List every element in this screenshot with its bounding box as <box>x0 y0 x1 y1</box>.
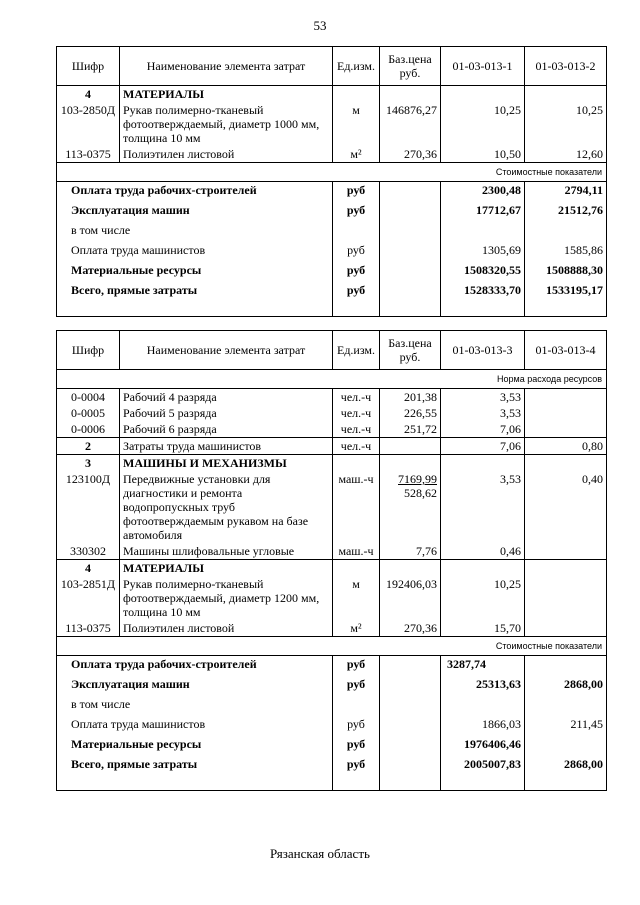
summary-name: Оплата труда машинистов <box>57 716 333 736</box>
summary-name: Оплата труда машинистов <box>57 242 333 262</box>
cell-unit: м <box>333 576 380 620</box>
cell-v2: 0,40 <box>525 471 607 543</box>
table-row <box>57 421 607 438</box>
cell-name: Рабочий 5 разряда <box>120 405 333 421</box>
summary-row <box>57 242 607 262</box>
table-row <box>57 405 607 421</box>
header-col1: 01-03-013-1 <box>441 47 525 86</box>
page-footer: Рязанская область <box>270 846 370 861</box>
price-value-secondary: 528,62 <box>404 486 437 500</box>
cell-unit: м <box>333 102 380 146</box>
cell-code: 0-0005 <box>57 405 120 421</box>
cell-unit: маш.-ч <box>333 471 380 543</box>
cell-name: Полиэтилен листовой <box>120 620 333 637</box>
summary-unit: руб <box>333 756 380 776</box>
cell-v1: 3,53 <box>441 471 525 543</box>
cell-v1: 3,53 <box>441 389 525 406</box>
cell-v1: 7,06 <box>441 421 525 438</box>
cell-price <box>380 471 441 543</box>
summary-unit: руб <box>333 736 380 756</box>
cell-v2 <box>525 620 607 637</box>
summary-row <box>57 656 607 677</box>
cell-v2 <box>525 543 607 560</box>
table-row <box>57 620 607 637</box>
header-col1: 01-03-013-3 <box>441 331 525 370</box>
cell-name: Передвижные установки для диагностики и ремонта водопропускных труб фотоотверждаемым рукавом на базе автомобиля <box>120 471 333 543</box>
header-unit: Ед.изм. <box>333 47 380 86</box>
cell-v1: 3,53 <box>441 405 525 421</box>
table-header <box>57 331 607 370</box>
summary-v2: 1533195,17 <box>525 282 607 302</box>
cell-unit: м² <box>333 146 380 163</box>
summary-name: Всего, прямые затраты <box>57 756 333 776</box>
cell-unit: чел.-ч <box>333 421 380 438</box>
table-row <box>57 576 607 620</box>
section-code: 3 <box>57 455 120 472</box>
cell-v1: 0,46 <box>441 543 525 560</box>
cell-price: 201,38 <box>380 389 441 406</box>
cell-v2: 10,25 <box>525 102 607 146</box>
summary-row <box>57 676 607 696</box>
table-row <box>57 471 607 543</box>
summary-unit: руб <box>333 282 380 302</box>
section-row <box>57 438 607 455</box>
section-title: МАТЕРИАЛЫ <box>120 560 333 577</box>
summary-v2: 211,45 <box>525 716 607 736</box>
summary-v1: 1866,03 <box>441 716 525 736</box>
summary-v1: 1976406,46 <box>441 736 525 756</box>
section-row <box>57 86 607 103</box>
summary-v2: 2868,00 <box>525 676 607 696</box>
cell-v1: 15,70 <box>441 620 525 637</box>
cell-v2 <box>525 576 607 620</box>
cell-name: Полиэтилен листовой <box>120 146 333 163</box>
summary-v1: 25313,63 <box>441 676 525 696</box>
cell-code: 113-0375 <box>57 620 120 637</box>
section-unit: чел.-ч <box>333 438 380 455</box>
summary-v1: 3287,74 <box>441 656 525 677</box>
header-unit: Ед.изм. <box>333 331 380 370</box>
table-end <box>57 302 607 317</box>
cell-code: 0-0006 <box>57 421 120 438</box>
section-row <box>57 560 607 577</box>
table-row <box>57 389 607 406</box>
cell-code: 0-0004 <box>57 389 120 406</box>
summary-row <box>57 282 607 302</box>
header-price: Баз.цена руб. <box>380 47 441 86</box>
header-col2: 01-03-013-4 <box>525 331 607 370</box>
norm-label: Норма расхода ресурсов <box>57 370 607 389</box>
cell-v1: 10,25 <box>441 102 525 146</box>
summary-row <box>57 222 607 242</box>
cell-code: 113-0375 <box>57 146 120 163</box>
summary-v2: 21512,76 <box>525 202 607 222</box>
summary-v2: 1585,86 <box>525 242 607 262</box>
estimate-table-1 <box>56 46 607 317</box>
cell-code: 103-2850Д <box>57 102 120 146</box>
section-row <box>57 455 607 472</box>
cell-unit: чел.-ч <box>333 389 380 406</box>
indicators-label: Стоимостные показатели <box>57 637 607 656</box>
indicators-label: Стоимостные показатели <box>57 163 607 182</box>
summary-unit: руб <box>333 242 380 262</box>
summary-name: Эксплуатация машин <box>57 202 333 222</box>
header-col2: 01-03-013-2 <box>525 47 607 86</box>
norm-row <box>57 370 607 389</box>
cell-price: 251,72 <box>380 421 441 438</box>
cell-unit: м² <box>333 620 380 637</box>
price-value: 7169,99 <box>398 472 437 486</box>
header-price: Баз.цена руб. <box>380 331 441 370</box>
summary-name: Оплата труда рабочих-строителей <box>57 656 333 677</box>
summary-name: Материальные ресурсы <box>57 736 333 756</box>
cell-code: 123100Д <box>57 471 120 543</box>
cell-name: Рабочий 4 разряда <box>120 389 333 406</box>
page-number: 53 <box>313 18 327 33</box>
section-name: Затраты труда машинистов <box>120 438 333 455</box>
summary-row <box>57 182 607 203</box>
cell-name: Рукав полимерно-тканевый фотоотверждаемый, диаметр 1000 мм, толщина 10 мм <box>120 102 333 146</box>
cell-unit: маш.-ч <box>333 543 380 560</box>
summary-v1: 1528333,70 <box>441 282 525 302</box>
section-code: 4 <box>57 560 120 577</box>
header-name: Наименование элемента затрат <box>120 47 333 86</box>
section-code: 4 <box>57 86 120 103</box>
summary-name: Материальные ресурсы <box>57 262 333 282</box>
summary-unit: руб <box>333 656 380 677</box>
summary-name: Всего, прямые затраты <box>57 282 333 302</box>
summary-unit: руб <box>333 202 380 222</box>
cell-v2 <box>525 405 607 421</box>
section-title: МАТЕРИАЛЫ <box>120 86 333 103</box>
cell-code: 103-2851Д <box>57 576 120 620</box>
summary-v1: 1508320,55 <box>441 262 525 282</box>
indicators-row <box>57 637 607 656</box>
indicators-row <box>57 163 607 182</box>
cell-price: 146876,27 <box>380 102 441 146</box>
summary-v1: 2005007,83 <box>441 756 525 776</box>
summary-row <box>57 696 607 716</box>
cell-price: 270,36 <box>380 620 441 637</box>
summary-v2 <box>525 736 607 756</box>
section-v2: 0,80 <box>525 438 607 455</box>
summary-unit: руб <box>333 676 380 696</box>
cell-price: 7,76 <box>380 543 441 560</box>
header-name: Наименование элемента затрат <box>120 331 333 370</box>
cell-v2: 12,60 <box>525 146 607 163</box>
cell-v2 <box>525 389 607 406</box>
section-title: МАШИНЫ И МЕХАНИЗМЫ <box>120 455 333 472</box>
summary-v1: 1305,69 <box>441 242 525 262</box>
cell-v2 <box>525 421 607 438</box>
summary-unit: руб <box>333 716 380 736</box>
table-row <box>57 102 607 146</box>
cell-name: Машины шлифовальные угловые <box>120 543 333 560</box>
cell-unit: чел.-ч <box>333 405 380 421</box>
cell-price: 226,55 <box>380 405 441 421</box>
cell-v1: 10,25 <box>441 576 525 620</box>
table-header <box>57 47 607 86</box>
header-code: Шифр <box>57 47 120 86</box>
summary-row <box>57 262 607 282</box>
table-row <box>57 543 607 560</box>
cell-price: 270,36 <box>380 146 441 163</box>
cell-name: Рукав полимерно-тканевый фотоотверждаемый, диаметр 1200 мм, толщина 10 мм <box>120 576 333 620</box>
estimate-table-2 <box>56 330 607 791</box>
summary-v2: 2794,11 <box>525 182 607 203</box>
summary-unit: руб <box>333 182 380 203</box>
summary-v2: 1508888,30 <box>525 262 607 282</box>
summary-v1: 17712,67 <box>441 202 525 222</box>
table-row <box>57 146 607 163</box>
summary-name: Эксплуатация машин <box>57 676 333 696</box>
summary-v2: 2868,00 <box>525 756 607 776</box>
summary-v2 <box>525 656 607 677</box>
summary-row <box>57 736 607 756</box>
summary-name: в том числе <box>57 222 333 242</box>
summary-v1: 2300,48 <box>441 182 525 203</box>
cell-name: Рабочий 6 разряда <box>120 421 333 438</box>
table-end <box>57 776 607 791</box>
summary-unit: руб <box>333 262 380 282</box>
section-v1: 7,06 <box>441 438 525 455</box>
summary-row <box>57 202 607 222</box>
summary-name: в том числе <box>57 696 333 716</box>
section-code: 2 <box>57 438 120 455</box>
header-code: Шифр <box>57 331 120 370</box>
cell-v1: 10,50 <box>441 146 525 163</box>
summary-name: Оплата труда рабочих-строителей <box>57 182 333 203</box>
cell-code: 330302 <box>57 543 120 560</box>
summary-row <box>57 756 607 776</box>
summary-row <box>57 716 607 736</box>
cell-price: 192406,03 <box>380 576 441 620</box>
